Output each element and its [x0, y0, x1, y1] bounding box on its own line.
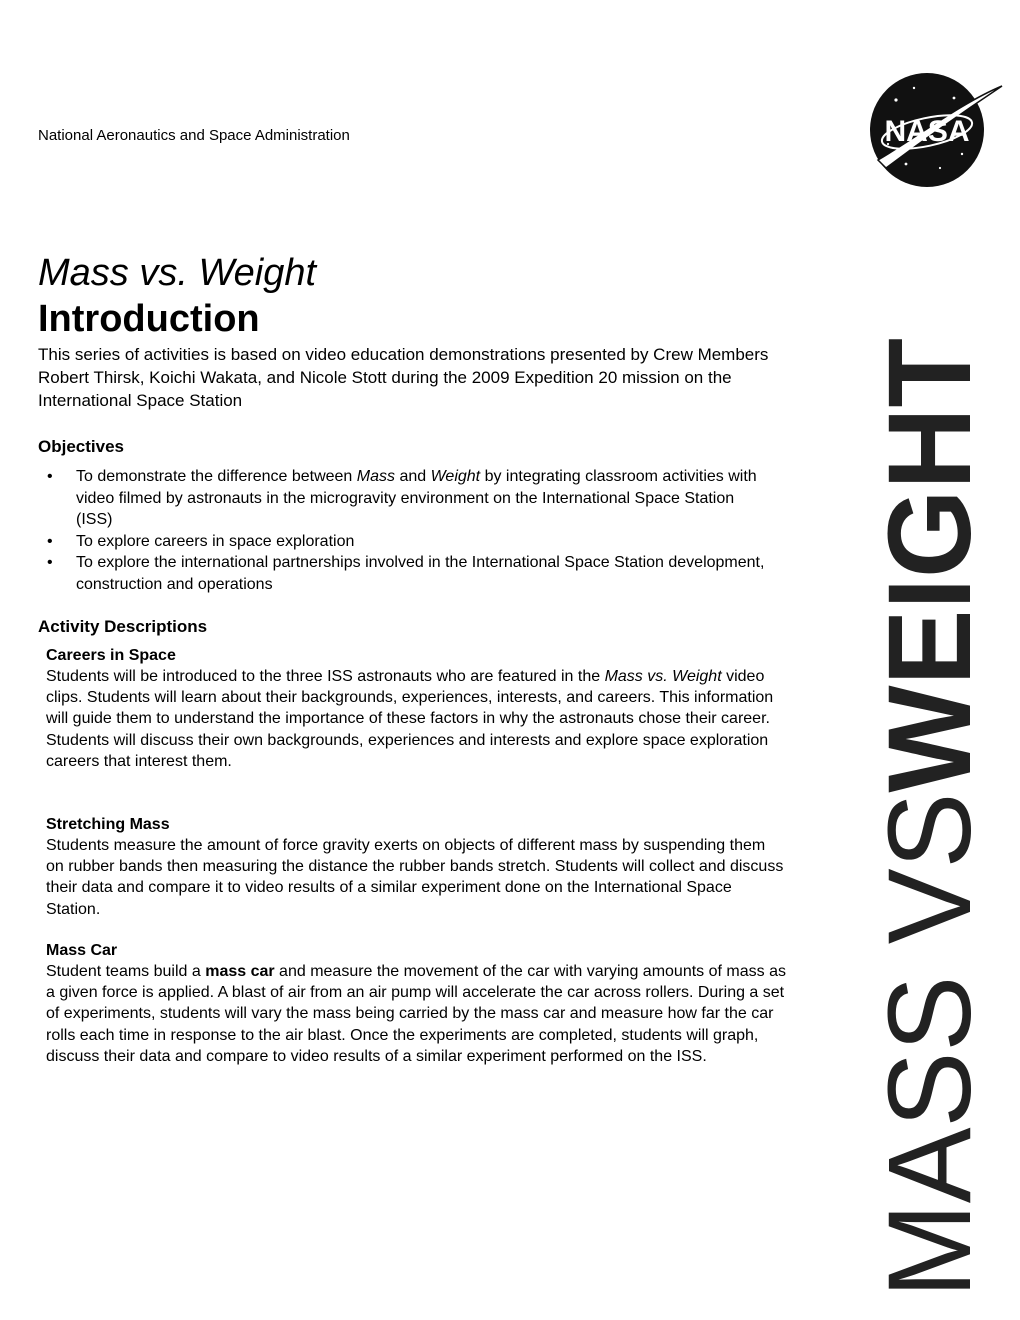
video-title: Mass vs. Weight [604, 668, 722, 685]
activity-title: Stretching Mass [46, 816, 170, 833]
activity-mass-car [46, 940, 786, 1067]
nasa-meatball-logo [866, 68, 1006, 192]
objective-item [38, 531, 768, 553]
mass-car-term: mass car [205, 963, 275, 980]
logo-text: NASA [884, 115, 970, 148]
objective-item [38, 552, 768, 595]
svg-text:MASS VSWEIGHT [864, 320, 996, 1298]
side-banner-bold-text: WEIGHT [864, 320, 996, 793]
logo-star [905, 163, 908, 166]
objectives-list [38, 466, 768, 595]
introduction-heading: Introduction [38, 298, 260, 340]
objective-text: To explore careers in space exploration [76, 532, 355, 550]
objectives-heading: Objectives [38, 437, 124, 456]
objective-text-part: To demonstrate the difference between [76, 468, 357, 485]
activity-stretching-mass [46, 814, 786, 920]
activity-text [46, 961, 786, 1067]
activity-title: Careers in Space [46, 647, 176, 664]
weight-term: Weight [430, 468, 481, 485]
agency-name: National Aeronautics and Space Administration [38, 127, 350, 144]
logo-star [961, 153, 963, 155]
objective-text-part: by integrating classroom activities with video filmed by astronauts in the microgravity environment on the International Space Station (ISS) [76, 468, 757, 528]
objective-item [38, 466, 768, 531]
bullet-icon: • [47, 554, 53, 571]
activity-text-part: and measure the movement of the car with varying amounts of mass as a given force is applied. A blast of air from an air pump will accelerate the car across rollers. During a set of experiments, students will vary the mass being carried by the mass car and measure how far the car rolls each time in response to the air blast. Once the experiments are completed, students will graph, discuss their data and compare to video results of a similar experiment performed on the ISS. [46, 963, 786, 1065]
activity-careers-in-space [46, 645, 786, 772]
objective-text: To explore the international partnerships involved in the International Space Station development, construction and operations [76, 554, 765, 593]
introduction-text: This series of activities is based on video education demonstrations presented by Crew Members Robert Thirsk, Koichi Wakata, and Nicole Stott during the 2009 Expedition 20 mission on the International Space Station [38, 345, 769, 410]
activity-text-part: Student teams build a [46, 963, 206, 980]
activity-title: Mass Car [46, 942, 118, 959]
activity-text-part: video clips. Students will learn about their backgrounds, experiences, interests, and careers. This information will guide them to understand the importance of these factors in why the astronauts chose their career. Students will discuss their own backgrounds, experiences and interests and explore space exploration careers that interest them. [46, 668, 774, 770]
logo-star [953, 97, 956, 100]
mass-term: Mass [356, 468, 396, 485]
activity-text: Students measure the amount of force gravity exerts on objects of different mass by suspending them on rubber bands then measuring the distance the rubber bands stretch. Students will collect and discuss their data and compare it to video results of a similar experiment done on the International Space Station. [46, 837, 784, 918]
side-banner [864, 320, 996, 1300]
activity-text [46, 666, 786, 772]
bullet-icon: • [47, 532, 53, 550]
objective-text-part: and [395, 468, 431, 485]
logo-star [913, 87, 915, 89]
activity-descriptions-heading: Activity Descriptions [38, 617, 208, 636]
bullet-icon: • [47, 468, 53, 485]
logo-star [894, 98, 897, 101]
logo-star [939, 167, 941, 169]
activity-text-part: Students will be introduced to the three ISS astronauts who are featured in the [46, 668, 605, 685]
side-banner-light-text: MASS VS [864, 773, 996, 1298]
document-title: Mass vs. Weight [38, 252, 317, 294]
